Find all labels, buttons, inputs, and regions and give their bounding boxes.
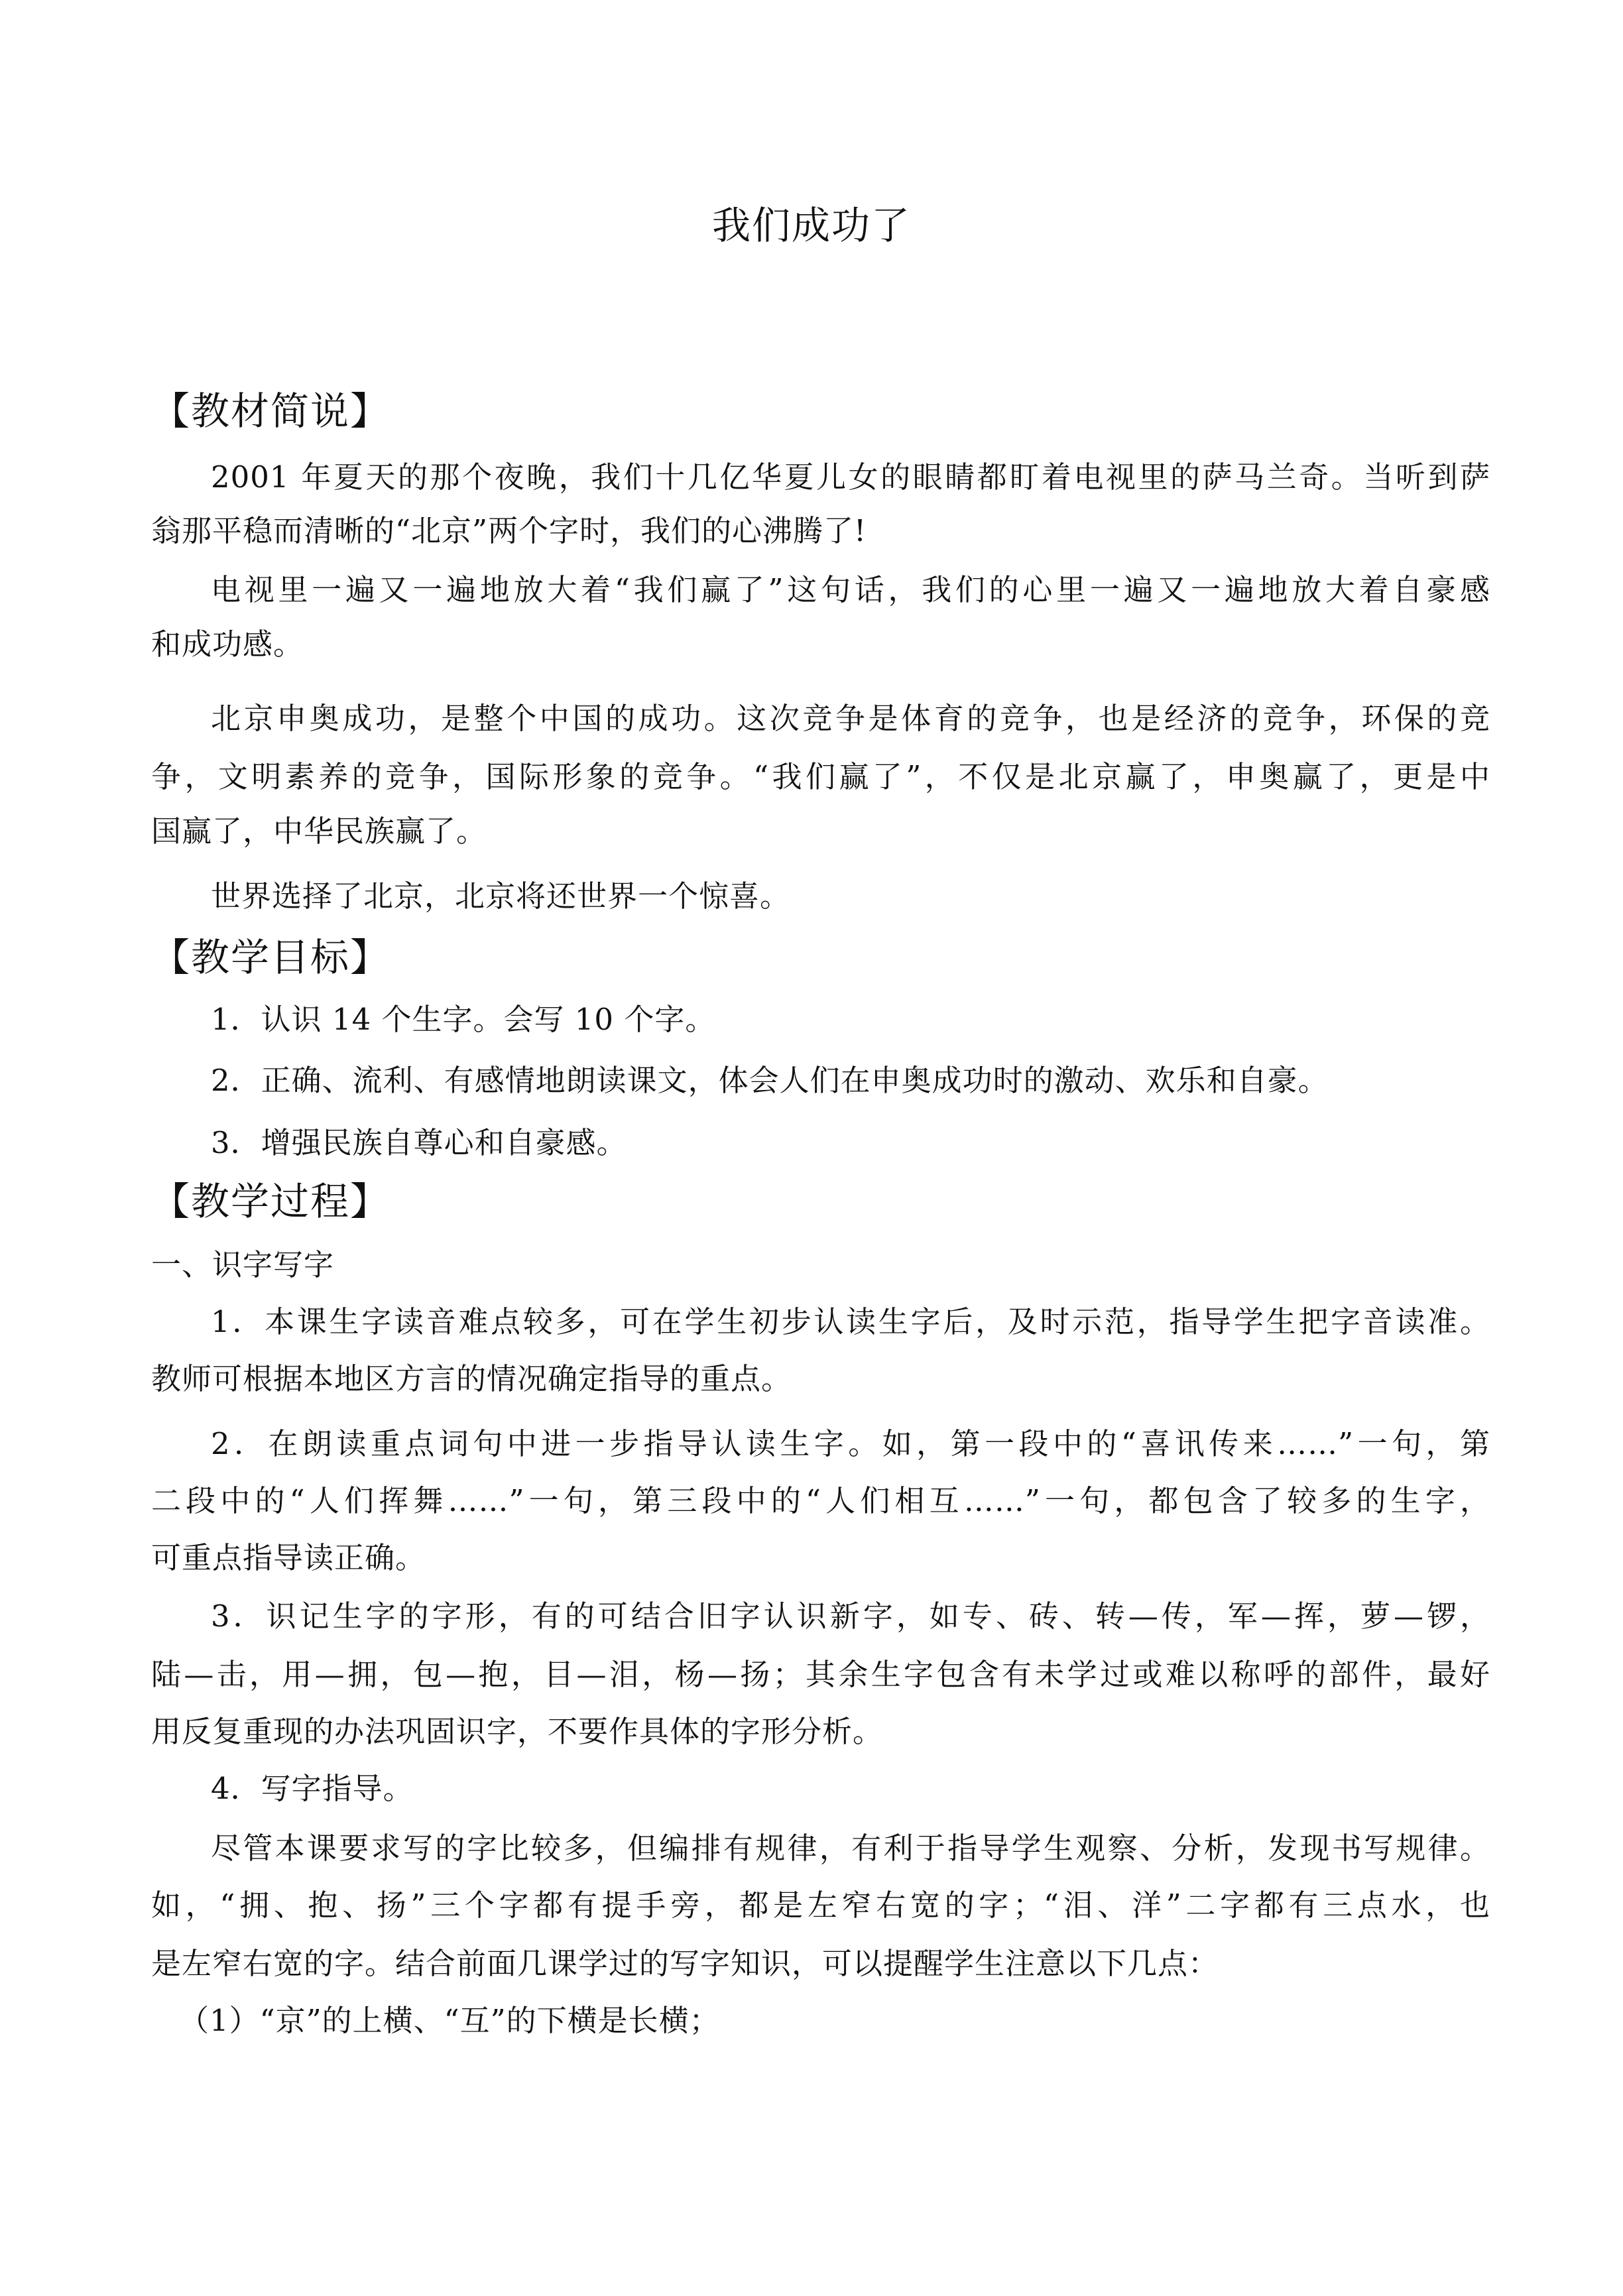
- paragraph-line: 二段中的“人们挥舞……”一句，第三段中的“人们相互……”一句，都包含了较多的生字，: [151, 1483, 1490, 1518]
- page-title: 我们成功了: [711, 203, 911, 248]
- paragraph-line: 3．识记生字的字形，有的可结合旧字认识新字，如专、砖、转—传，军—挥，萝—锣，: [211, 1599, 1490, 1634]
- paragraph-line: 用反复重现的办法巩固识字，不要作具体的字形分析。: [151, 1714, 884, 1749]
- section-heading-intro: 【教材简说】: [151, 389, 391, 434]
- list-item: （1）“京”的上横、“互”的下横是长横；: [179, 2003, 720, 2038]
- paragraph-line: 陆—击，用—拥，包—抱，目—泪，杨—扬；其余生字包含有未学过或难以称呼的部件，最好: [151, 1657, 1490, 1692]
- paragraph-line: 可重点指导读正确。: [151, 1540, 426, 1575]
- goal-item: 3．增强民族自尊心和自豪感。: [211, 1125, 627, 1160]
- paragraph-line: 北京申奥成功，是整个中国的成功。这次竞争是体育的竞争，也是经济的竞争，环保的竞: [211, 701, 1490, 736]
- paragraph-line: 如，“拥、抱、扬”三个字都有提手旁，都是左窄右宽的字；“泪、洋”二字都有三点水，也: [151, 1888, 1490, 1923]
- paragraph-line: 翁那平稳而清晰的“北京”两个字时，我们的心沸腾了!: [151, 513, 867, 548]
- paragraph-line: 尽管本课要求写的字比较多，但编排有规律，有利于指导学生观察、分析，发现书写规律。: [211, 1831, 1490, 1866]
- paragraph-line: 是左窄右宽的字。结合前面几课学过的写字知识，可以提醒学生注意以下几点：: [151, 1946, 1219, 1981]
- paragraph-line: 2．在朗读重点词句中进一步指导认读生字。如，第一段中的“喜讯传来……”一句，第: [211, 1426, 1490, 1461]
- paragraph-line: 争，文明素养的竞争，国际形象的竞争。“我们赢了”，不仅是北京赢了，申奥赢了，更是中: [151, 759, 1490, 794]
- paragraph-line: 世界选择了北京，北京将还世界一个惊喜。: [211, 878, 791, 914]
- section-heading-goals: 【教学目标】: [151, 935, 391, 980]
- paragraph-line: 电视里一遍又一遍地放大着“我们赢了”这句话，我们的心里一遍又一遍地放大着自豪感: [211, 572, 1490, 607]
- paragraph-line: 教师可根据本地区方言的情况确定指导的重点。: [151, 1361, 792, 1396]
- section-heading-process: 【教学过程】: [151, 1179, 391, 1224]
- paragraph-line: 4．写字指导。: [211, 1771, 414, 1806]
- paragraph-line: 2001 年夏天的那个夜晚，我们十几亿华夏儿女的眼睛都盯着电视里的萨马兰奇。当听到萨: [211, 459, 1490, 495]
- part-heading: 一、识字写字: [151, 1247, 335, 1282]
- paragraph-line: 1．本课生字读音难点较多，可在学生初步认读生字后，及时示范，指导学生把字音读准。: [211, 1304, 1490, 1339]
- goal-item: 1．认识 14 个生字。会写 10 个字。: [211, 1002, 716, 1037]
- goal-item: 2．正确、流利、有感情地朗读课文，体会人们在申奥成功时的激动、欢乐和自豪。: [211, 1063, 1329, 1098]
- paragraph-line: 国赢了，中华民族赢了。: [151, 814, 487, 849]
- paragraph-line: 和成功感。: [151, 627, 304, 662]
